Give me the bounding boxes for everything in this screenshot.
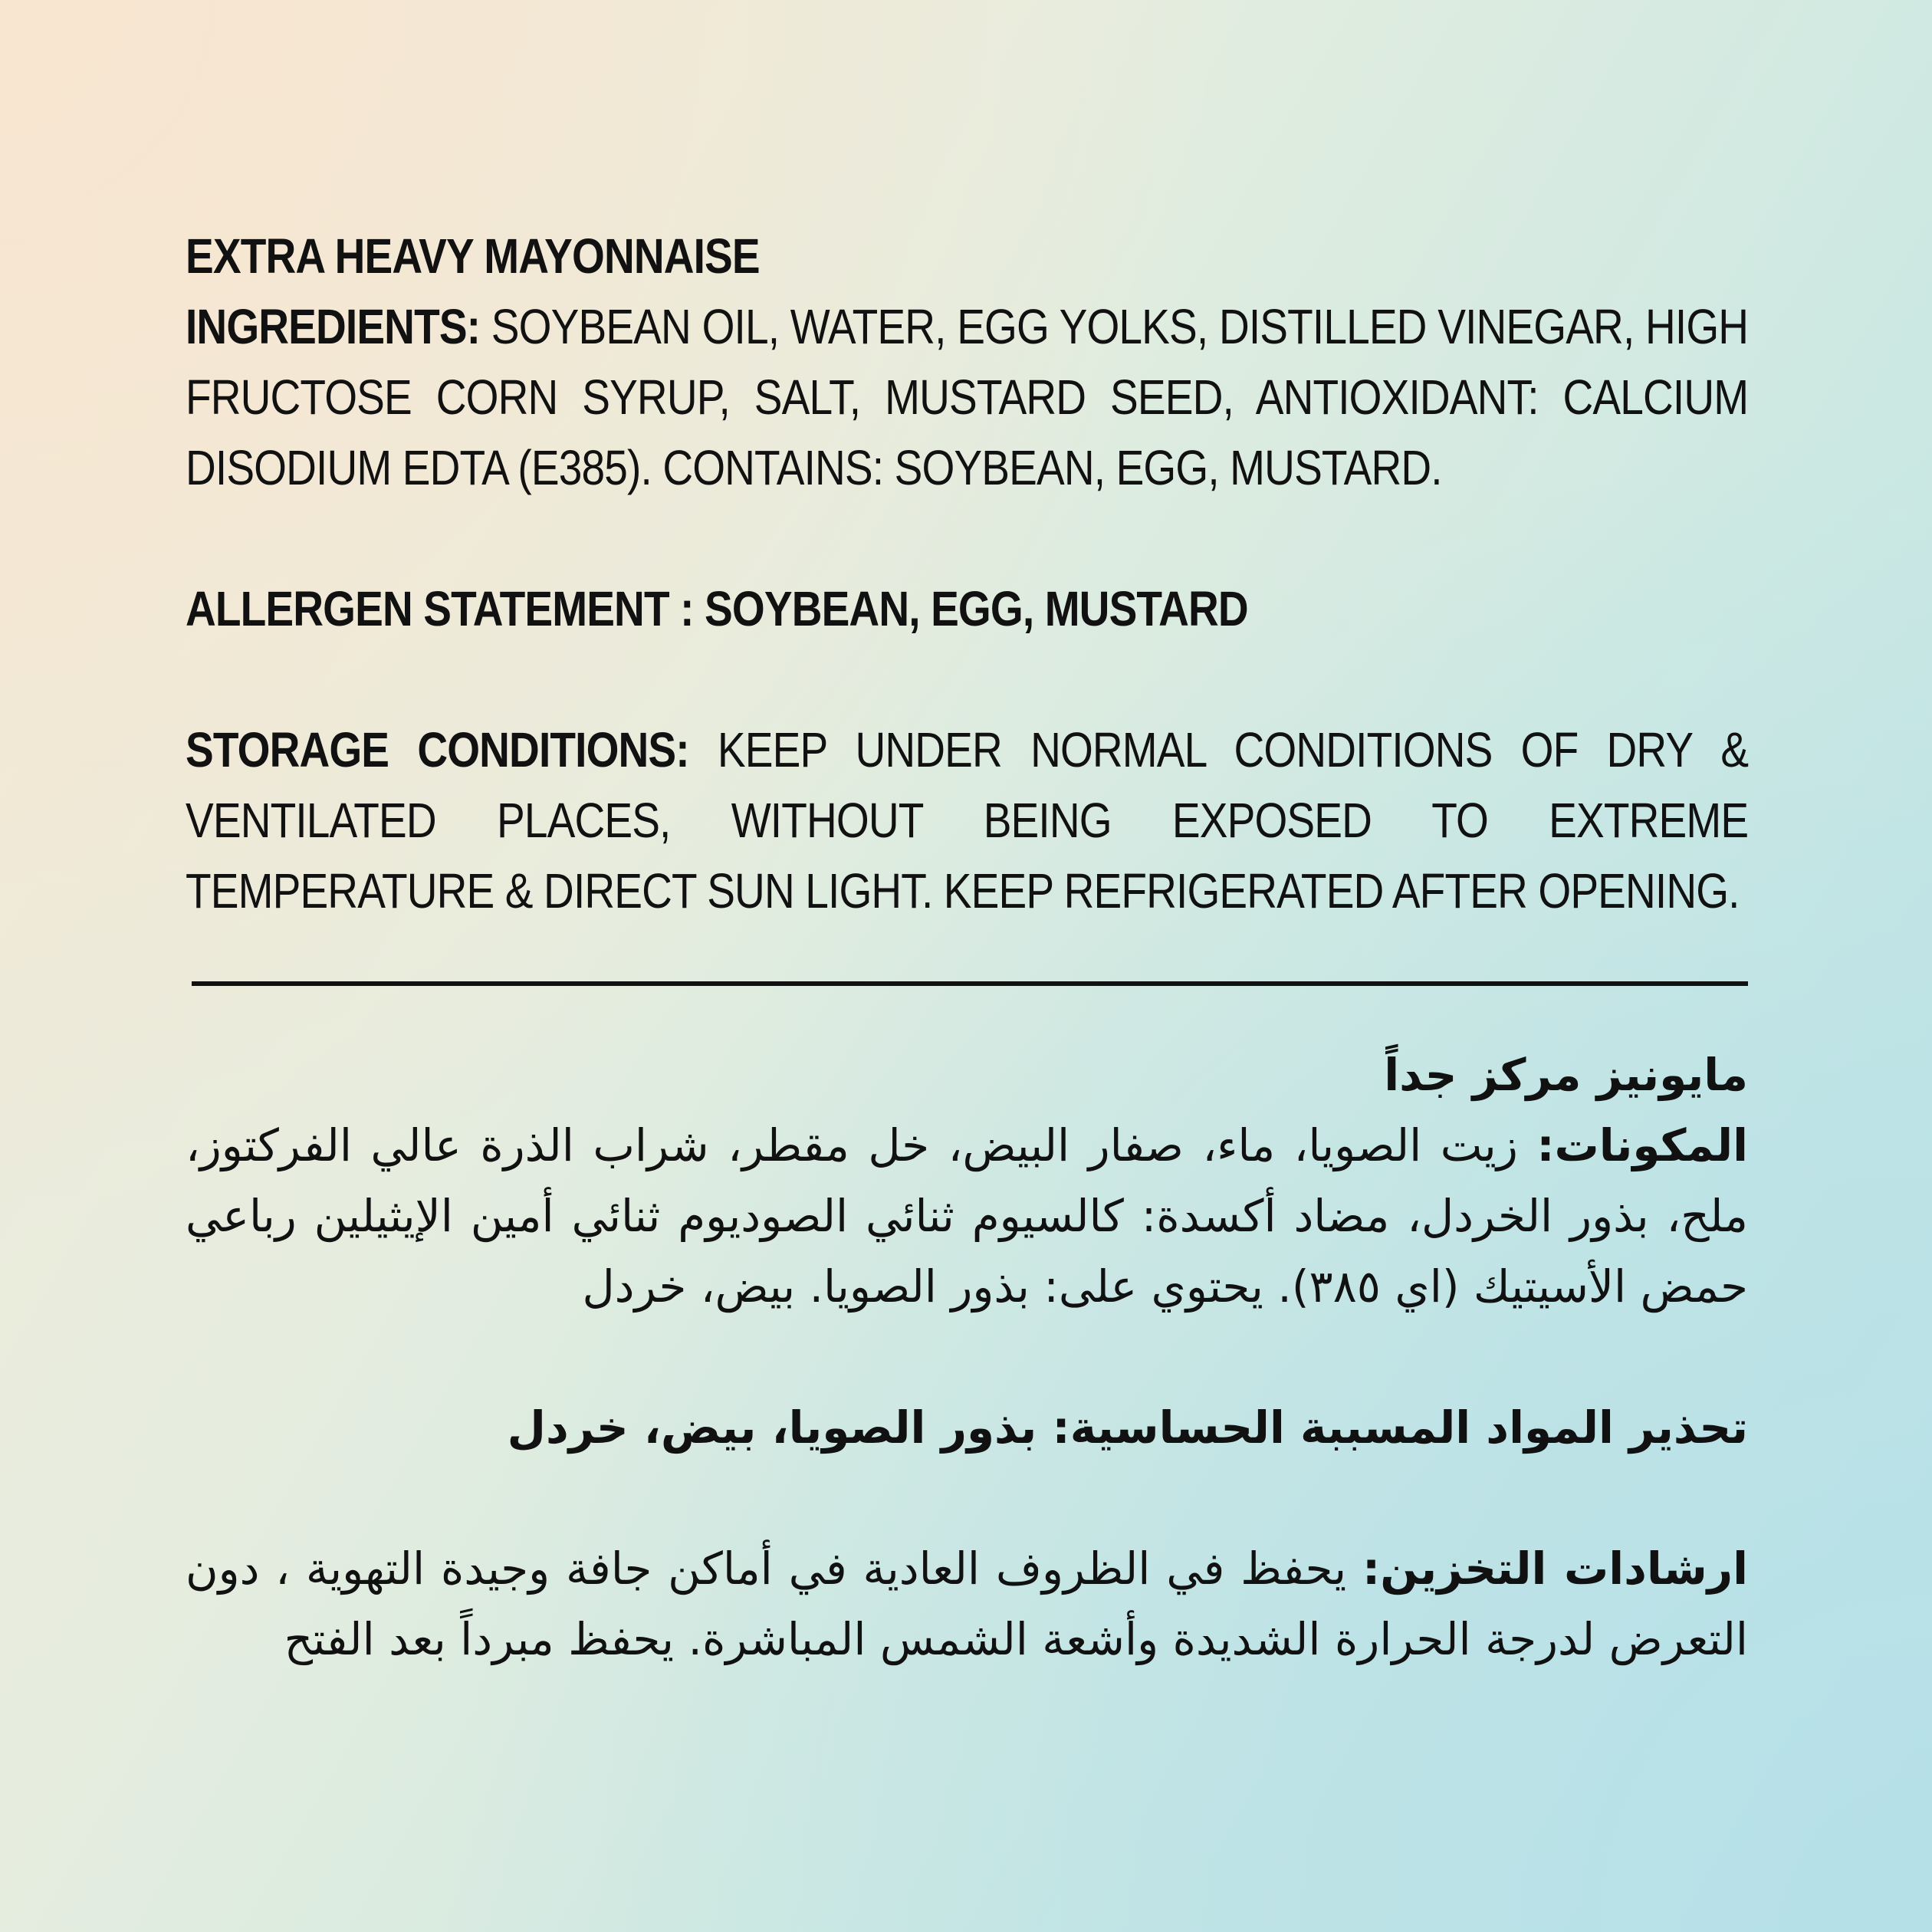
ingredients-paragraph [186,291,1748,503]
storage-label: STORAGE CONDITIONS: [186,722,689,777]
storage-text: KEEP UNDER NORMAL CONDITIONS OF DRY & VENTILATED PLACES, WITHOUT BEING EXPOSED TO EXTREME TEMPERATURE & DIRECT SUN LIGHT. KEEP REFRIGERATED AFTER OPENING. [186,722,1749,918]
product-title: EXTRA HEAVY MAYONNAISE [186,228,760,284]
arabic-storage-text: يحفظ في الظروف العادية في أماكن جافة وجيدة التهوية ، دون التعرض لدرجة الحرارة الشديدة وأشعة الشمس المباشرة. يحفظ مبرداً بعد الفتح [186,1543,1748,1665]
storage-paragraph [186,715,1748,926]
arabic-storage-label: ارشادات التخزين: [1362,1543,1749,1595]
allergen-statement: ALLERGEN STATEMENT : SOYBEAN, EGG, MUSTARD [186,581,1248,636]
arabic-allergen-statement: تحذير المواد المسببة الحساسية: بذور الصويا، بيض، خردل [507,1401,1748,1454]
arabic-ingredients-label: المكونات: [1536,1119,1748,1171]
ingredients-text: SOYBEAN OIL, WATER, EGG YOLKS, DISTILLED VINEGAR, HIGH FRUCTOSE CORN SYRUP, SALT, MUSTARD SEED, ANTIOXIDANT: CALCIUM DISODIUM EDTA (E385). CONTAINS: SOYBEAN, EGG, MUSTARD. [186,299,1749,495]
english-label-panel [186,221,1748,926]
ingredients-label: INGREDIENTS: [186,299,481,354]
arabic-storage-paragraph [186,1533,1748,1674]
arabic-product-title: مايونيز مركز جداً [1384,1049,1748,1101]
section-divider [192,981,1748,986]
arabic-ingredients-text: زيت الصويا، ماء، صفار البيض، خل مقطر، شراب الذرة عالي الفركتوز، ملح، بذور الخردل، مضاد أكسدة: كالسيوم ثنائي الصوديوم ثنائي أمين الإيثيلين رباعي حمض الأسيتيك (اي ٣٨٥). يحتوي على: بذور الصويا. بيض، خردل [186,1119,1748,1313]
english-label-text [186,221,1748,926]
arabic-ingredients-paragraph [186,1110,1748,1322]
arabic-label-panel [186,1040,1748,1674]
